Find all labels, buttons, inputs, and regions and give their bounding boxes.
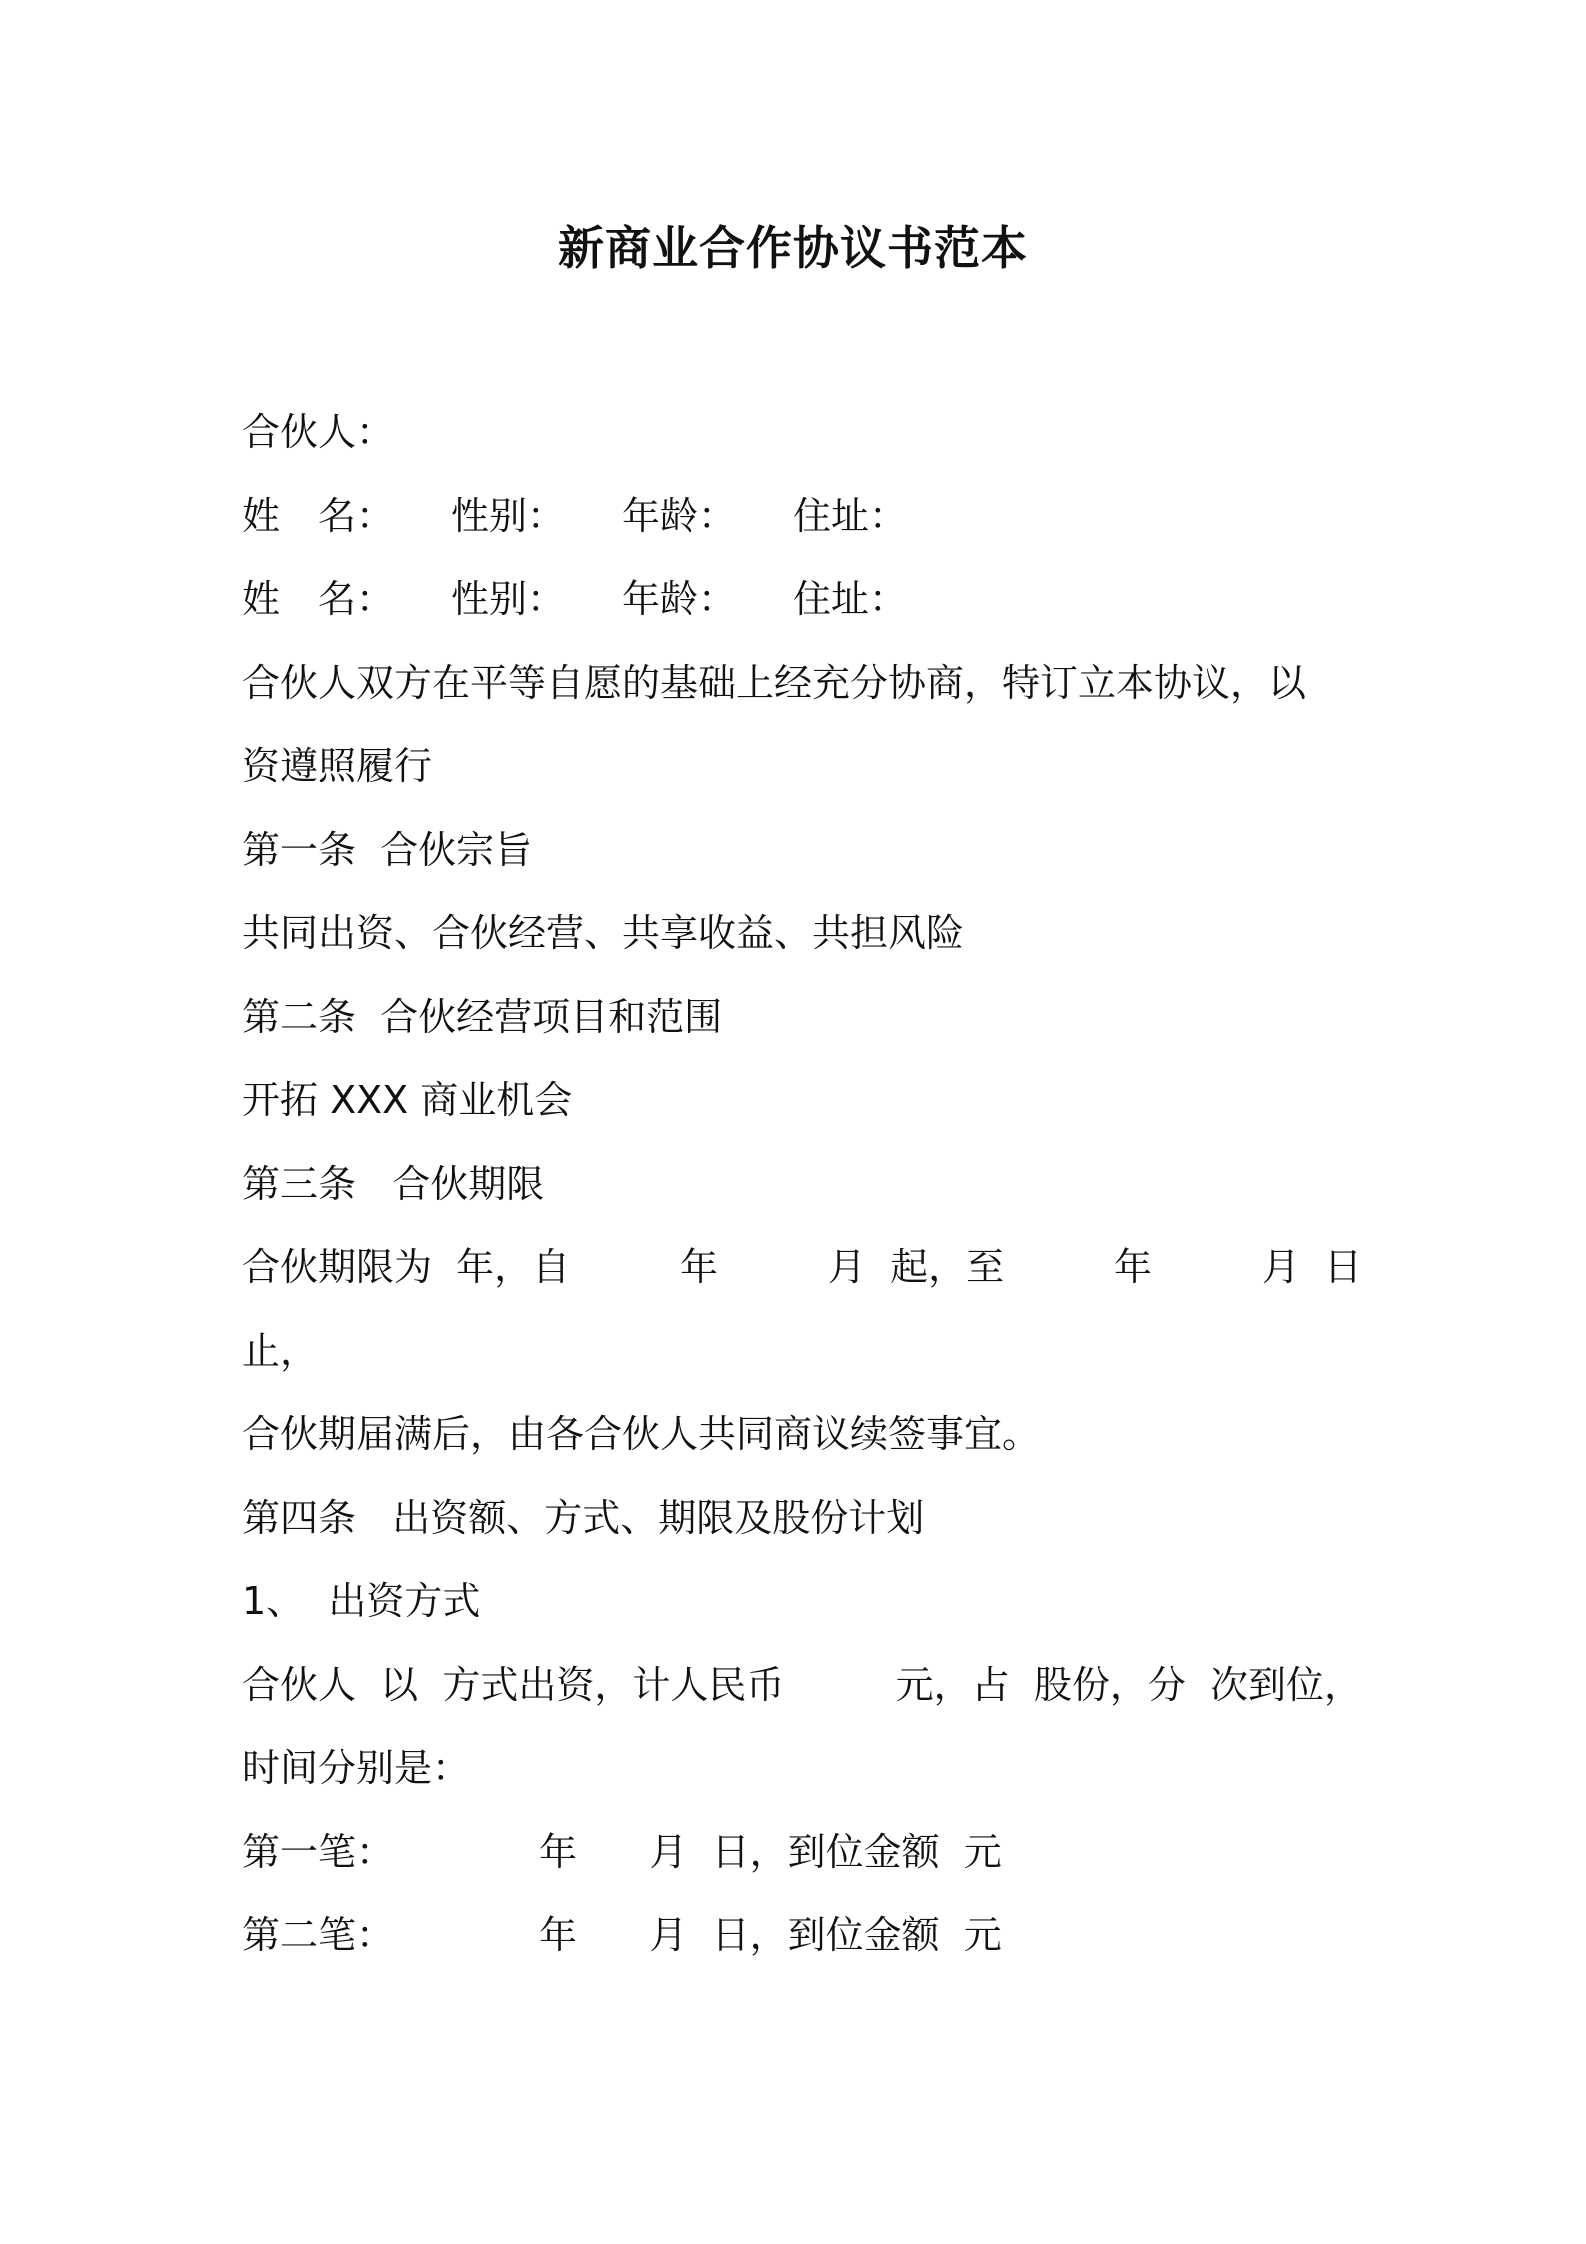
intro-line-2: 资遵照履行 (242, 744, 433, 788)
article-3-heading: 第三条 合伙期限 (242, 1161, 545, 1206)
item-1-body-line (242, 1655, 1362, 1739)
partners-label: 合伙人： (242, 410, 395, 454)
term-part-1: 合伙期限为 年，自 (242, 1245, 571, 1289)
item-1-body-part-1: 合伙人 以 方式出资，计人民币 (242, 1662, 785, 1707)
term-part-5: 月 日 (1261, 1245, 1362, 1289)
partner-row-2: 姓 名： 性别： 年龄： 住址： (242, 577, 908, 621)
article-3-term-end: 止， (242, 1328, 319, 1373)
intro-line-1: 合伙人双方在平等自愿的基础上经充分协商，特订立本协议，以 (242, 660, 1307, 705)
term-part-3: 月 起，至 (827, 1245, 1005, 1289)
article-1-body: 共同出资、合伙经营、共享收益、共担风险 (242, 911, 965, 955)
item-1-heading: 1、 出资方式 (242, 1579, 481, 1623)
article-3-term-line (242, 1237, 1362, 1321)
article-2-heading: 第二条 合伙经营项目和范围 (242, 994, 723, 1039)
item-1-body-part-2: 元，占 股份，分 次到位， (895, 1662, 1362, 1707)
term-part-4: 年 (1113, 1245, 1152, 1289)
payment-2: 第二笔： 年 月 日，到位金额 元 (242, 1913, 1002, 1957)
document-title: 新商业合作协议书范本 (558, 221, 1028, 275)
term-part-2: 年 (680, 1245, 719, 1289)
document-body (242, 402, 1362, 1989)
article-2-body: 开拓 XXX 商业机会 (242, 1078, 573, 1122)
partner-row-1: 姓 名： 性别： 年龄： 住址： (242, 493, 908, 538)
payment-1: 第一笔： 年 月 日，到位金额 元 (242, 1829, 1002, 1874)
article-1-heading: 第一条 合伙宗旨 (242, 827, 533, 872)
article-4-heading: 第四条 出资额、方式、期限及股份计划 (242, 1495, 925, 1540)
item-1-body-line-2: 时间分别是： (242, 1746, 471, 1790)
article-3-renewal: 合伙期届满后，由各合伙人共同商议续签事宜。 (242, 1412, 1041, 1456)
